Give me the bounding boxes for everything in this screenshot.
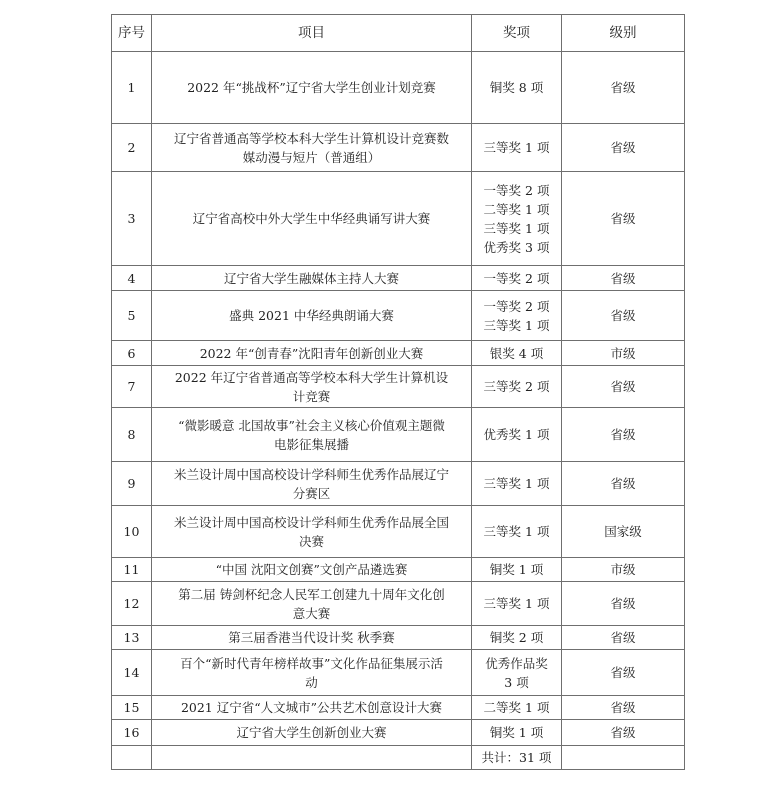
row-number: 4	[112, 266, 152, 291]
award-line: 一等奖 2 项	[483, 298, 550, 314]
award-line: 优秀奖 3 项	[483, 239, 550, 255]
row-level: 省级	[562, 650, 685, 696]
item-line: 动	[305, 674, 318, 690]
total-empty-no	[112, 746, 152, 770]
row-number: 12	[112, 582, 152, 626]
row-level: 省级	[562, 124, 685, 172]
row-number: 2	[112, 124, 152, 172]
row-item	[152, 462, 472, 506]
row-level: 省级	[562, 582, 685, 626]
item-line: 意大赛	[292, 605, 331, 621]
table-row	[112, 650, 685, 696]
item-line: 2022 年“创青春”沈阳青年创新创业大赛	[199, 345, 424, 361]
row-award	[472, 52, 562, 124]
awards-table	[111, 14, 685, 770]
row-number: 14	[112, 650, 152, 696]
row-item	[152, 558, 472, 582]
row-number: 6	[112, 341, 152, 366]
item-line: 电影征集展播	[273, 436, 349, 452]
award-line: 二等奖 1 项	[483, 700, 550, 715]
row-level: 省级	[562, 408, 685, 462]
row-level: 省级	[562, 52, 685, 124]
award-line: 铜奖 1 项	[489, 725, 544, 740]
table-row	[112, 266, 685, 291]
award-line: 铜奖 2 项	[489, 630, 544, 645]
row-level: 市级	[562, 341, 685, 366]
table-row	[112, 366, 685, 408]
award-line: 银奖 4 项	[489, 345, 544, 361]
header-no: 序号	[112, 15, 152, 52]
total-empty-level	[562, 746, 685, 770]
award-line: 3 项	[504, 674, 529, 690]
header-item: 项目	[152, 15, 472, 52]
row-award	[472, 408, 562, 462]
row-level: 省级	[562, 366, 685, 408]
row-number: 7	[112, 366, 152, 408]
item-line: 2021 辽宁省“人文城市”公共艺术创意设计大赛	[180, 700, 443, 715]
row-level: 省级	[562, 291, 685, 341]
row-number: 8	[112, 408, 152, 462]
row-item	[152, 696, 472, 720]
header-row	[112, 15, 685, 52]
row-award	[472, 341, 562, 366]
row-award	[472, 291, 562, 341]
table-row	[112, 558, 685, 582]
row-award	[472, 696, 562, 720]
item-line: 百个“新时代青年榜样故事”文化作品征集展示活	[180, 655, 443, 671]
award-line: 三等奖 2 项	[483, 379, 550, 394]
row-number: 5	[112, 291, 152, 341]
row-award	[472, 462, 562, 506]
row-award	[472, 366, 562, 408]
item-line: “中国 沈阳文创赛”文创产品遴选赛	[215, 562, 408, 577]
header-award: 奖项	[472, 15, 562, 52]
row-number: 9	[112, 462, 152, 506]
total-empty-item	[152, 746, 472, 770]
row-number: 3	[112, 172, 152, 266]
row-item	[152, 582, 472, 626]
row-item	[152, 506, 472, 558]
row-level: 省级	[562, 696, 685, 720]
table-row	[112, 462, 685, 506]
row-number: 11	[112, 558, 152, 582]
award-line: 铜奖 8 项	[489, 80, 544, 95]
row-item	[152, 366, 472, 408]
row-number: 1	[112, 52, 152, 124]
row-award	[472, 172, 562, 266]
item-line: 媒动漫与短片（普通组）	[242, 149, 381, 165]
table-row	[112, 626, 685, 650]
item-line: 米兰设计周中国高校设计学科师生优秀作品展全国	[173, 514, 449, 530]
item-line: 辽宁省普通高等学校本科大学生计算机设计竞赛数	[173, 130, 449, 146]
row-level: 省级	[562, 626, 685, 650]
item-line: 辽宁省高校中外大学生中华经典诵写讲大赛	[192, 211, 431, 226]
total-row	[112, 746, 685, 770]
row-award	[472, 582, 562, 626]
item-line: 2022 年“挑战杯”辽宁省大学生创业计划竞赛	[187, 80, 436, 95]
award-line: 二等奖 1 项	[483, 201, 550, 217]
row-item	[152, 720, 472, 746]
award-line: 优秀奖 1 项	[483, 427, 550, 442]
row-number: 10	[112, 506, 152, 558]
table-row	[112, 124, 685, 172]
row-item	[152, 291, 472, 341]
item-line: 盛典 2021 中华经典朗诵大赛	[229, 308, 394, 323]
row-item	[152, 626, 472, 650]
row-award	[472, 124, 562, 172]
award-line: 三等奖 1 项	[483, 220, 550, 236]
table-row	[112, 720, 685, 746]
row-item	[152, 408, 472, 462]
row-item	[152, 341, 472, 366]
header-level: 级别	[562, 15, 685, 52]
table-row	[112, 172, 685, 266]
row-item	[152, 650, 472, 696]
item-line: 决赛	[298, 533, 324, 549]
table-row	[112, 506, 685, 558]
row-item	[152, 52, 472, 124]
award-line: 三等奖 1 项	[483, 476, 550, 491]
item-line: 辽宁省大学生融媒体主持人大赛	[223, 270, 399, 286]
row-level: 省级	[562, 266, 685, 291]
item-line: 第二届 铸剑杯纪念人民军工创建九十周年文化创	[178, 586, 445, 602]
award-line: 三等奖 1 项	[483, 140, 550, 155]
item-line: 计竞赛	[292, 388, 331, 404]
item-line: 2022 年辽宁省普通高等学校本科大学生计算机设	[174, 369, 449, 385]
row-award	[472, 266, 562, 291]
table-row	[112, 408, 685, 462]
award-line: 三等奖 1 项	[483, 596, 550, 611]
table-row	[112, 291, 685, 341]
row-award	[472, 558, 562, 582]
table-row	[112, 341, 685, 366]
item-line: “微影暖意 北国故事”社会主义核心价值观主题微	[178, 417, 445, 433]
award-line: 一等奖 2 项	[483, 182, 550, 198]
row-level: 国家级	[562, 506, 685, 558]
table-row	[112, 582, 685, 626]
table-row	[112, 52, 685, 124]
row-number: 15	[112, 696, 152, 720]
table-row	[112, 696, 685, 720]
row-level: 市级	[562, 558, 685, 582]
table-body	[112, 52, 685, 746]
item-line: 米兰设计周中国高校设计学科师生优秀作品展辽宁	[173, 466, 449, 482]
row-award	[472, 650, 562, 696]
row-item	[152, 266, 472, 291]
row-item	[152, 124, 472, 172]
total-value: 共计：31 项	[472, 746, 562, 770]
row-award	[472, 720, 562, 746]
row-level: 省级	[562, 462, 685, 506]
award-line: 铜奖 1 项	[489, 562, 544, 577]
award-line: 三等奖 1 项	[483, 524, 550, 539]
item-line: 辽宁省大学生创新创业大赛	[236, 725, 387, 740]
row-award	[472, 506, 562, 558]
item-line: 第三届香港当代设计奖 秋季赛	[228, 630, 395, 645]
row-number: 13	[112, 626, 152, 650]
row-item	[152, 172, 472, 266]
item-line: 分赛区	[292, 485, 331, 501]
award-line: 一等奖 2 项	[483, 270, 550, 286]
award-line: 三等奖 1 项	[483, 317, 550, 333]
award-line: 优秀作品奖	[485, 655, 548, 671]
row-award	[472, 626, 562, 650]
row-level: 省级	[562, 720, 685, 746]
row-number: 16	[112, 720, 152, 746]
row-level: 省级	[562, 172, 685, 266]
